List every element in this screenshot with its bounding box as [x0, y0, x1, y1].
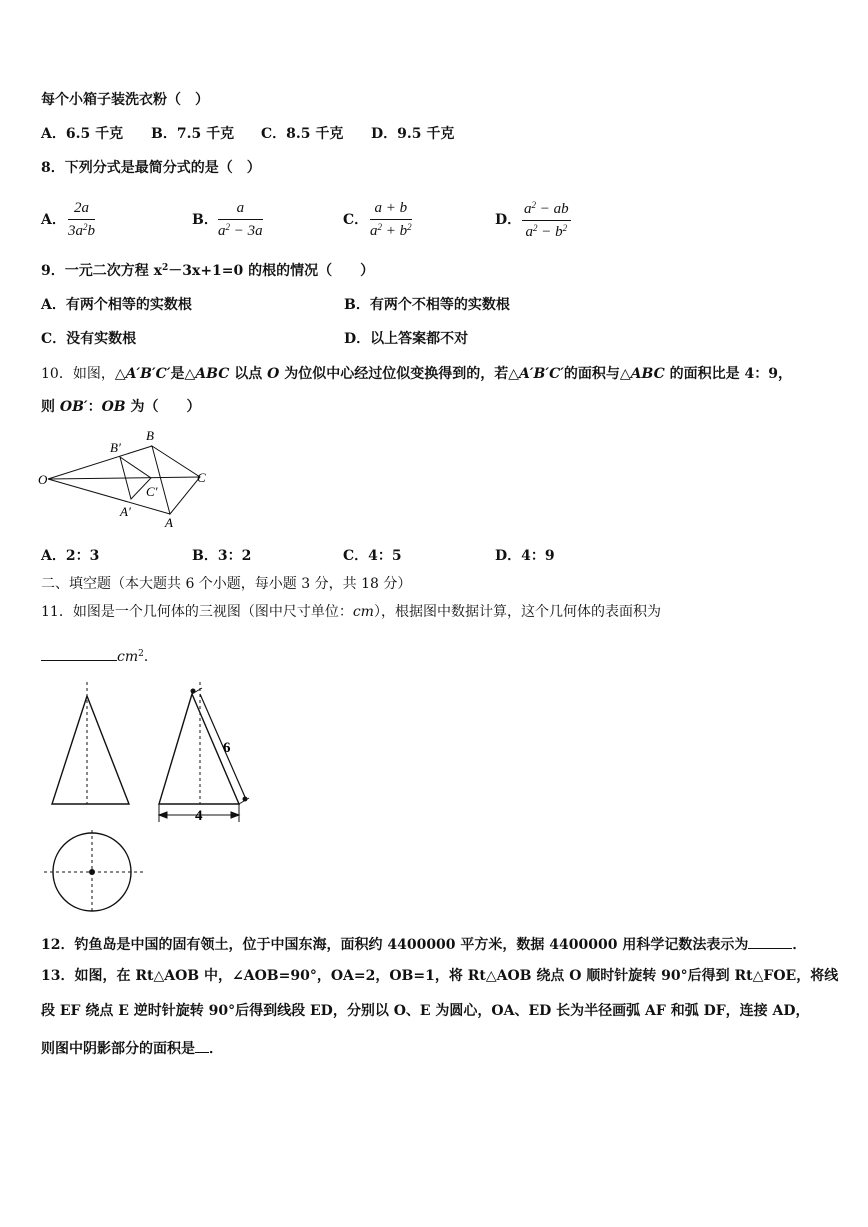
q8-stem: 8．下列分式是最简分式的是（ ） — [41, 160, 261, 176]
q11-answer-line: $cm^2$． — [41, 646, 158, 664]
q10-option-c: C．4：5 — [343, 548, 402, 564]
q9-option-c: C．没有实数根 — [41, 331, 137, 347]
three-view-figure — [40, 682, 270, 914]
q8-label-d: D． — [495, 212, 522, 228]
label-b: B — [146, 428, 154, 443]
q8-fraction-a — [68, 201, 95, 239]
answer-blank[interactable] — [41, 646, 117, 661]
fraction-denominator: $3a^2b$ — [68, 222, 95, 239]
q7-stem-tail: 每个小箱子装洗衣粉（ ） — [41, 92, 209, 108]
q7-option-d: D．9.5 千克 — [371, 126, 455, 142]
q11-stem: 11．如图是一个几何体的三视图（图中尺寸单位：cm），根据图中数据计算，这个几何体的表面积为 — [41, 604, 661, 620]
q13-line1: 13．如图，在 Rt△AOB 中，∠AOB=90°，OA=2，OB=1，将 Rt△AOB 绕点 O 顺时针旋转 90°后得到 Rt△FOE，将线 — [41, 968, 839, 984]
front-view — [52, 682, 129, 804]
q8-label-c: C． — [343, 212, 369, 228]
q9-option-d: D．以上答案都不对 — [344, 331, 469, 347]
q9-option-b: B．有两个不相等的实数根 — [344, 297, 510, 313]
fraction-numerator: 2a — [68, 201, 95, 220]
dimension-slant: 6 — [223, 740, 231, 756]
label-o: O — [38, 472, 48, 487]
fraction-denominator: $a^2 - b^2$ — [525, 223, 568, 240]
answer-blank[interactable] — [195, 1039, 209, 1053]
q8-label-b: B． — [192, 212, 218, 228]
side-view — [159, 682, 249, 822]
q12-stem: 12．钓鱼岛是中国的固有领土，位于中国东海，面积约 4400000 平方米，数据 4400000 用科学记数法表示为 ． — [41, 937, 807, 953]
label-a: A — [165, 515, 173, 530]
q9-option-a: A．有两个相等的实数根 — [41, 297, 192, 313]
q8-fraction-d — [522, 201, 571, 240]
q8-fraction-c — [370, 201, 412, 239]
label-a-prime: A′ — [120, 504, 131, 519]
fraction-denominator: $a^2 - 3a$ — [218, 222, 263, 239]
fraction-numerator: a — [218, 201, 263, 220]
label-c-prime: C′ — [146, 484, 158, 499]
dimension-base: 4 — [195, 808, 203, 824]
q13-line2: 段 EF 绕点 E 逆时针旋转 90°后得到线段 ED，分别以 O、E 为圆心，OA、ED 长为半径画弧 AF 和弧 DF，连接 AD， — [41, 1003, 810, 1019]
q10-stem-line1: 10．如图，△A′B′C′是△ABC 以点 O 为位似中心经过位似变换得到的，若△A′B′C′的面积与△ABC 的面积比是 4：9， — [41, 366, 793, 382]
label-c: C — [197, 470, 206, 485]
section-2-heading: 二、填空题（本大题共 6 个小题，每小题 3 分，共 18 分） — [41, 576, 412, 592]
q7-option-b: B．7.5 千克 — [151, 126, 235, 142]
q13-line3: 则图中阴影部分的面积是 ． — [41, 1041, 223, 1057]
fraction-numerator: $a^2$ − ab — [522, 201, 571, 221]
q7-option-c: C．8.5 千克 — [261, 126, 344, 142]
label-b-prime: B′ — [110, 440, 121, 455]
q10-option-a: A．2：3 — [41, 548, 100, 564]
line-o-c — [48, 477, 200, 479]
q7-option-a: A．6.5 千克 — [41, 126, 124, 142]
homothety-figure — [36, 426, 216, 532]
q8-fraction-b — [218, 201, 263, 239]
fraction-denominator: $a^2 + b^2$ — [370, 222, 412, 239]
fraction-numerator: a + b — [370, 201, 412, 220]
q10-stem-line2: 则 OB′：OB 为（ ） — [41, 399, 201, 415]
q10-option-d: D．4：9 — [495, 548, 555, 564]
q9-stem: 9．一元二次方程 $x^2-3x+1=0$ 的根的情况（ ） — [41, 263, 375, 279]
answer-blank[interactable] — [748, 935, 792, 949]
q8-label-a: A． — [41, 212, 66, 228]
q10-option-b: B．3：2 — [192, 548, 252, 564]
triangle-abc — [152, 446, 200, 514]
line-o-b — [48, 446, 152, 479]
